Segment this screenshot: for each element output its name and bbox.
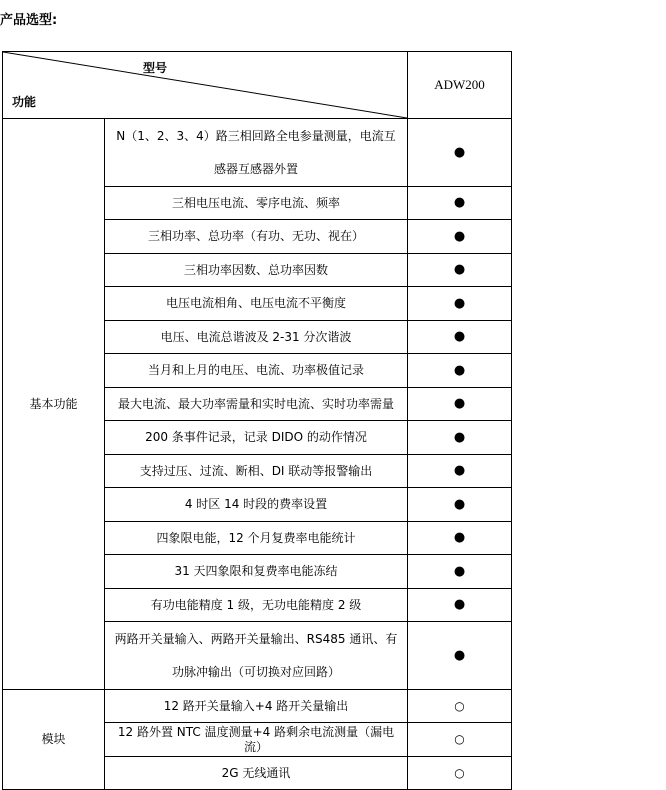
- feature-cell: 三相功率因数、总功率因数: [105, 254, 408, 287]
- support-mark-optional: ○: [408, 690, 512, 723]
- feature-cell: 12 路外置 NTC 温度测量+4 路剩余电流测量（漏电流）: [105, 723, 408, 757]
- feature-cell: 支持过压、过流、断相、DI 联动等报警输出: [105, 455, 408, 488]
- table-row: [3, 690, 512, 723]
- diagonal-header-cell: [3, 52, 408, 119]
- support-mark-filled: ●: [408, 522, 512, 555]
- product-selection-table: [2, 51, 512, 790]
- support-mark-filled: ●: [408, 287, 512, 321]
- feature-cell: 电压、电流总谐波及 2-31 分次谐波: [105, 321, 408, 354]
- support-mark-filled: ●: [408, 622, 512, 690]
- support-mark-optional: ○: [408, 757, 512, 790]
- support-mark-filled: ●: [408, 254, 512, 287]
- feature-cell: 31 天四象限和复费率电能冻结: [105, 555, 408, 589]
- support-mark-filled: ●: [408, 455, 512, 488]
- support-mark-filled: ●: [408, 421, 512, 455]
- feature-cell: 有功电能精度 1 级，无功电能精度 2 级: [105, 589, 408, 622]
- feature-cell: 200 条事件记录，记录 DIDO 的动作情况: [105, 421, 408, 455]
- table-row: [3, 119, 512, 187]
- group-label-basic: 基本功能: [3, 119, 105, 690]
- model-name-header: ADW200: [408, 52, 512, 119]
- support-mark-filled: ●: [408, 354, 512, 388]
- support-mark-optional: ○: [408, 723, 512, 757]
- feature-cell: 12 路开关量输入+4 路开关量输出: [105, 690, 408, 723]
- feature-cell: 三相功率、总功率（有功、无功、视在）: [105, 220, 408, 254]
- group-label-module: 模块: [3, 690, 105, 790]
- feature-cell: 三相电压电流、零序电流、频率: [105, 187, 408, 220]
- page-title: 产品选型:: [0, 13, 58, 28]
- model-header-label: 型号: [143, 61, 168, 75]
- support-mark-filled: ●: [408, 187, 512, 220]
- support-mark-filled: ●: [408, 589, 512, 622]
- feature-cell: 2G 无线通讯: [105, 757, 408, 790]
- feature-cell: N（1、2、3、4）路三相回路全电参量测量，电流互感器互感器外置: [105, 119, 408, 187]
- feature-cell: 当月和上月的电压、电流、功率极值记录: [105, 354, 408, 388]
- support-mark-filled: ●: [408, 388, 512, 421]
- support-mark-filled: ●: [408, 488, 512, 522]
- support-mark-filled: ●: [408, 119, 512, 187]
- feature-cell: 电压电流相角、电压电流不平衡度: [105, 287, 408, 321]
- feature-cell: 两路开关量输入、两路开关量输出、RS485 通讯、有功脉冲输出（可切换对应回路）: [105, 622, 408, 690]
- function-header-label: 功能: [12, 95, 37, 109]
- feature-cell: 4 时区 14 时段的费率设置: [105, 488, 408, 522]
- table-header-row: [3, 52, 512, 119]
- support-mark-filled: ●: [408, 321, 512, 354]
- feature-cell: 最大电流、最大功率需量和实时电流、实时功率需量: [105, 388, 408, 421]
- feature-cell: 四象限电能，12 个月复费率电能统计: [105, 522, 408, 555]
- diagonal-divider: [3, 52, 407, 118]
- support-mark-filled: ●: [408, 555, 512, 589]
- support-mark-filled: ●: [408, 220, 512, 254]
